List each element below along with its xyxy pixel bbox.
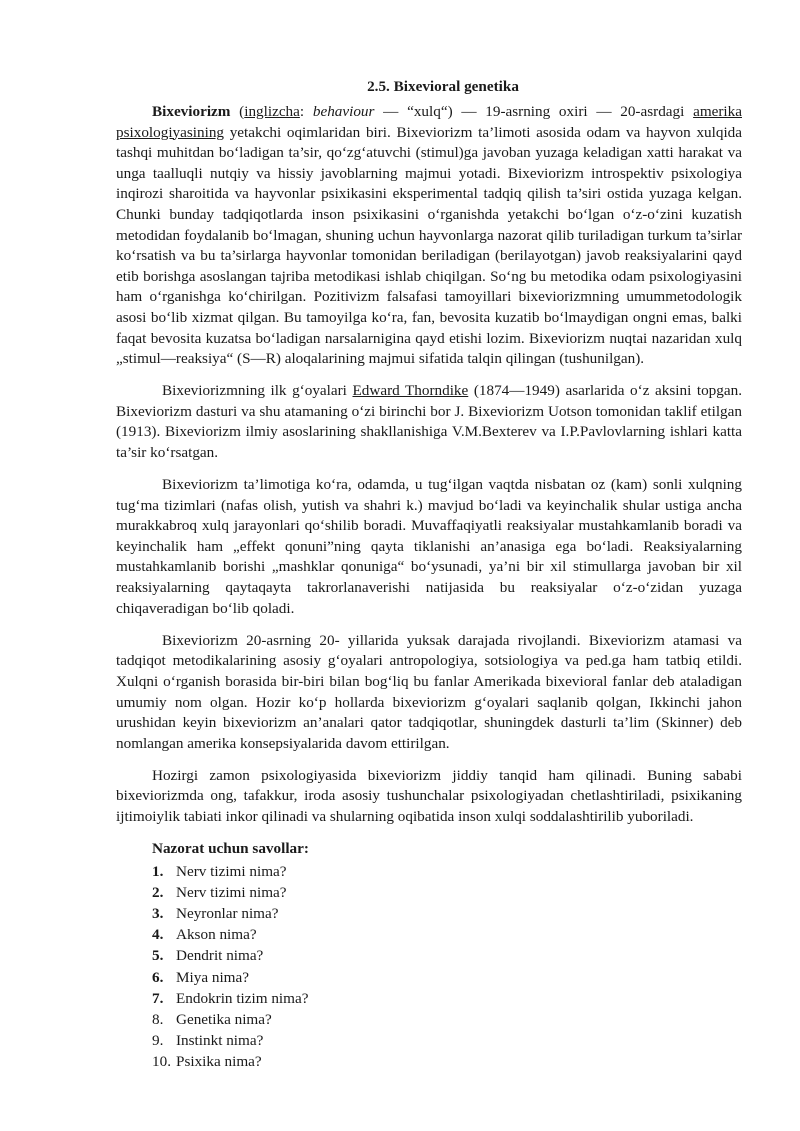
questions-title: Nazorat uchun savollar:: [152, 840, 309, 858]
list-item: 8. Genetika nima?: [152, 1011, 272, 1028]
list-item: 10. Psixika nima?: [152, 1053, 262, 1071]
paragraph-1: Bixeviorizm (inglizcha: behaviour — “xulq“) — 19-asrning oxiri — 20-asrdagi amerika psixologiyasining yetakchi oqimlaridan biri. Bixeviorizm ta’limoti asosida odam va hayvon xulqida tashqi muhitdan bo‘ladigan ta’sir, qo‘zg‘atuvchi (stimul)ga javoban yuzaga keladigan xatti harakat va unga taalluqli nutqiy va hissiy javoblarning majmui yotadi. Bixeviorizm introspektiv psixologiya inqirozi sharoitida va hayvonlar psixikasini eksperimental tadqiq qilish ta’siri ostida yuzaga kelgan. Chunki bunday tadqiqotlarda inson psixikasini o‘rganishda yetakchi bo‘lgan o‘z-o‘zini kuzatish metodidan foydalanib bo‘lmagan, shuning uchun hayvonlarga nazorat qilib turiladigan turkum ta’sirlar ko‘rsatish va bu ta’sirlarga hayvonlar tomonidan beriladigan (berilayotgan) javob reaksiyalarini qayd etib borishga asoslangan tajriba metodikasi ishlab chiqilgan. So‘ng bu metodika odam psixologiyasini ham o‘rganishga ko‘chirilgan. Pozitivizm falsafasi tamoyillari bixeviorizmning umummetodologik asosi bo‘lib xizmat qilgan. Bu tamoyilga ko‘ra, fan, bevosita kuzatib bo‘lmaydigan ongni emas, balki faqat bevosita kuzatsa bo‘ladigan narsalarnigina qayd etishi lozim. Bixeviorizm nuqtai nazaridan xulq „stimul—reaksiya“ (S—R) aloqalarining majmui sifatida talqin qilingan (tushunilgan).: [116, 103, 742, 368]
paragraph-4: Bixeviorizm 20-asrning 20- yillarida yuksak darajada rivojlandi. Bixeviorizm atamasi va tadqiqot metodikalarining asosiy g‘oyalari antropologiya, sotsiologiya va ped.ga ham tatbiq etildi. Xulqni o‘rganish borasida bir-biri bilan bog‘liq bu fanlar Amerikada bixevioral fanlar deb ataladigan umumiy nom olgan. Hozir ko‘p hollarda bixeviorizm g‘oyalari saqlanib qolgan, Ikkinchi jahon urushidan keyin bixeviorizm an’analari qator tadqiqotlar, shuningdek dasturli ta’lim (Skinner) deb nomlangan amerika konsepsiyalarida davom ettirilgan.: [116, 631, 742, 752]
body-text: [116, 102, 742, 1073]
list-item: 2. Nerv tizimi nima?: [152, 883, 287, 901]
term-bixeviorizm: Bixeviorizm: [152, 103, 231, 120]
list-item: 9. Instinkt nima?: [152, 1032, 264, 1050]
paragraph-3: Bixeviorizm ta’limotiga ko‘ra, odamda, u tug‘ilgan vaqtda nisbatan oz (kam) sonli xulqning tug‘ma tizimlari (nafas olish, yutish va shahri k.) mavjud bo‘ladi va keyinchalik shular ustiga ancha murakkabroq xulq jarayonlari qo‘shilib boradi. Muvaffaqiyatli reaksiyalar mustahkamlanib boradi va keyinchalik ham „effekt qonuni”ning qayta tiklanishi an’anasiga ega bo‘ladi. Reaksiyalarning mustahkamlanib borishi „mashklar qonuniga“ bo‘ysunadi, ya’ni bir xil stimullarga javoban bir xil reaksiyalarning qaytaqayta takrorlanaverishi natijasida bu reaksiyalar o‘z-o‘zidan yuzaga chiqaveradigan bo‘lib qoladi.: [116, 476, 742, 617]
list-item: 7. Endokrin tizim nima?: [152, 989, 309, 1007]
list-item: 5. Dendrit nima?: [152, 947, 264, 965]
paragraph-5: Hozirgi zamon psixologiyasida bixeviorizm jiddiy tanqid ham qilinadi. Buning sababi bixeviorizmda ong, tafakkur, iroda asosiy tushunchalar psixologiyadan chetlashtiriladi, psixikaning ijtimoiylik tabiati inkor qilinadi va shularning oqibatida inson xulqi soddalashtirilib yuboriladi.: [116, 766, 742, 825]
list-item: 4. Akson nima?: [152, 926, 257, 944]
foreign-word: behaviour: [312, 103, 375, 120]
list-item: 1. Nerv tizimi nima?: [152, 862, 287, 880]
questions-list: [116, 861, 742, 1073]
link-edward-thorndike[interactable]: Edward Thorndike: [352, 382, 469, 400]
section-heading: 2.5. Bixevioral genetika: [367, 78, 519, 95]
list-item: 3. Neyronlar nima?: [152, 905, 279, 923]
link-amerika-psixologiyasi[interactable]: amerika psixologiyasining: [116, 103, 742, 141]
list-item: 6. Miya nima?: [152, 968, 249, 986]
paragraph-2: Bixeviorizmning ilk g‘oyalari Edward Thorndike (1874—1949) asarlarida o‘z aksini topgan. Bixeviorizm dasturi va shu atamaning o‘zi birinchi bor J. Bixeviorizm Uotson tomonidan taklif etilgan (1913). Bixeviorizm ilmiy asoslarining shakllanishiga V.M.Bexterev va I.P.Pavlovlarning ishlari katta ta’sir ko‘rsatgan.: [116, 382, 742, 461]
link-inglizcha[interactable]: inglizcha: [244, 103, 300, 120]
